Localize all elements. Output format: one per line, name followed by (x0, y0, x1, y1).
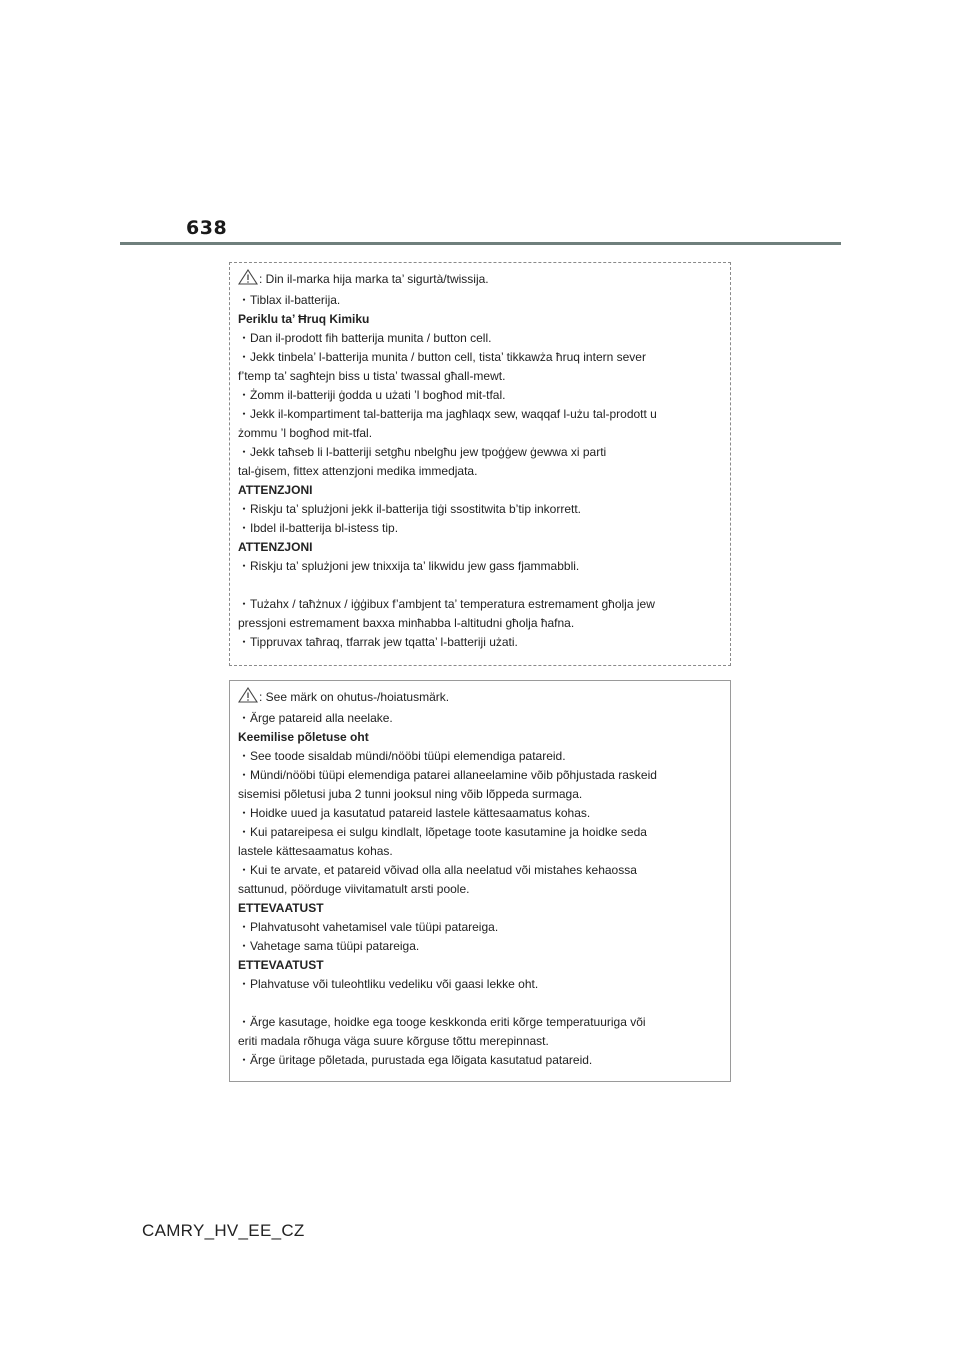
text-line: ・Ibdel il-batterija bl-istess tip. (238, 521, 399, 535)
text-line: ・Ärge üritage põletada, purustada ega lõigata kasutatud patareid. (238, 1053, 593, 1067)
section-heading: Periklu ta’ Ħruq Kimiku (238, 312, 370, 326)
text-line: sisemisi põletusi juba 2 tunni jooksul ning võib lõppeda surmaga. (238, 787, 583, 801)
text-line: ・Jekk il-kompartiment tal-batterija ma jagħlaqx sew, waqqaf l-użu tal-prodott u (238, 407, 657, 421)
text-line: ・Mündi/nööbi tüüpi elemendiga patarei allaneelamine võib põhjustada raskeid (238, 768, 657, 782)
maltese-warning-box (229, 262, 731, 666)
text-line: ・Hoidke uued ja kasutatud patareid lastele kättesaamatus kohas. (238, 806, 591, 820)
text-line: ・Riskju ta’ splużjoni jekk il-batterija tiġi ssostitwita b’tip inkorrett. (238, 502, 582, 516)
maltese-title-text: : Din il-marka hija marka ta’ sigurtà/twissija. (259, 272, 489, 286)
header-rule (120, 242, 841, 245)
text-line: żommu ’l bogħod mit-tfal. (238, 426, 373, 440)
section-heading: Keemilise põletuse oht (238, 730, 369, 744)
text-line: ・Jekk tinbela’ l-batterija munita / button cell, tista’ tikkawża ħruq intern sever (238, 350, 646, 364)
text-line: tal-ġisem, fittex attenzjoni medika immedjata. (238, 464, 478, 478)
text-line: ・Tippruvax taħraq, tfarrak jew tqatta’ l-batteriji użati. (238, 635, 518, 649)
text-line: ・Żomm il-batteriji ġodda u użati ’l bogħod mit-tfal. (238, 388, 506, 402)
text-line: ・Kui patareipesa ei sulgu kindlalt, lõpetage toote kasutamine ja hoidke seda (238, 825, 647, 839)
estonian-warning-title (238, 687, 720, 709)
text-line: ・Ärge kasutage, hoidke ega tooge keskkonda eriti kõrge temperatuuriga või (238, 1015, 646, 1029)
text-line: ・See toode sisaldab mündi/nööbi tüüpi elemendiga patareid. (238, 749, 566, 763)
text-line: ・Ärge patareid alla neelake. (238, 711, 393, 725)
text-line: sattunud, pöörduge viivitamatult arsti poole. (238, 882, 470, 896)
text-line: ・Dan il-prodott fih batterija munita / button cell. (238, 331, 492, 345)
maltese-warning-title (238, 269, 720, 291)
text-line (238, 994, 720, 1013)
text-line: ・Tużahx / taħżnux / iġġibux f’ambjent ta’ temperatura estremament għolja jew (238, 597, 655, 611)
section-heading: ETTEVAATUST (238, 958, 324, 972)
estonian-warning-box (229, 680, 731, 1082)
text-line: ・Vahetage sama tüüpi patareiga. (238, 939, 420, 953)
warning-triangle-icon (238, 687, 258, 709)
section-heading: ETTEVAATUST (238, 901, 324, 915)
page-number: 638 (186, 217, 228, 239)
text-line: ・Plahvatusoht vahetamisel vale tüüpi patareiga. (238, 920, 499, 934)
footer-model-code: CAMRY_HV_EE_CZ (142, 1221, 305, 1240)
text-line: ・Kui te arvate, et patareid võivad olla alla neelatud või mistahes kehaossa (238, 863, 637, 877)
estonian-title-text: : See märk on ohutus-/hoiatusmärk. (259, 690, 450, 704)
text-line: pressjoni estremament baxxa minħabba l-altitudni għolja ħafna. (238, 616, 575, 630)
estonian-lines (238, 709, 720, 1070)
section-heading: ATTENZJONI (238, 540, 313, 554)
warning-triangle-icon (238, 269, 258, 291)
text-line: ・Riskju ta’ splużjoni jew tnixxija ta’ likwidu jew gass fjammabbli. (238, 559, 580, 573)
text-line: ・Jekk taħseb li l-batteriji setgħu nbelgħu jew tpoġġew ġewwa xi parti (238, 445, 607, 459)
text-line: f’temp ta’ sagħtejn biss u tista’ twassal għall-mewt. (238, 369, 506, 383)
text-line (238, 576, 720, 595)
text-line: eriti madala rõhuga väga suure kõrguse tõttu merepinnast. (238, 1034, 549, 1048)
section-heading: ATTENZJONI (238, 483, 313, 497)
maltese-lines (238, 291, 720, 652)
text-line: ・Tiblax il-batterija. (238, 293, 341, 307)
text-line: lastele kättesaamatus kohas. (238, 844, 393, 858)
text-line: ・Plahvatuse või tuleohtliku vedeliku või gaasi lekke oht. (238, 977, 539, 991)
